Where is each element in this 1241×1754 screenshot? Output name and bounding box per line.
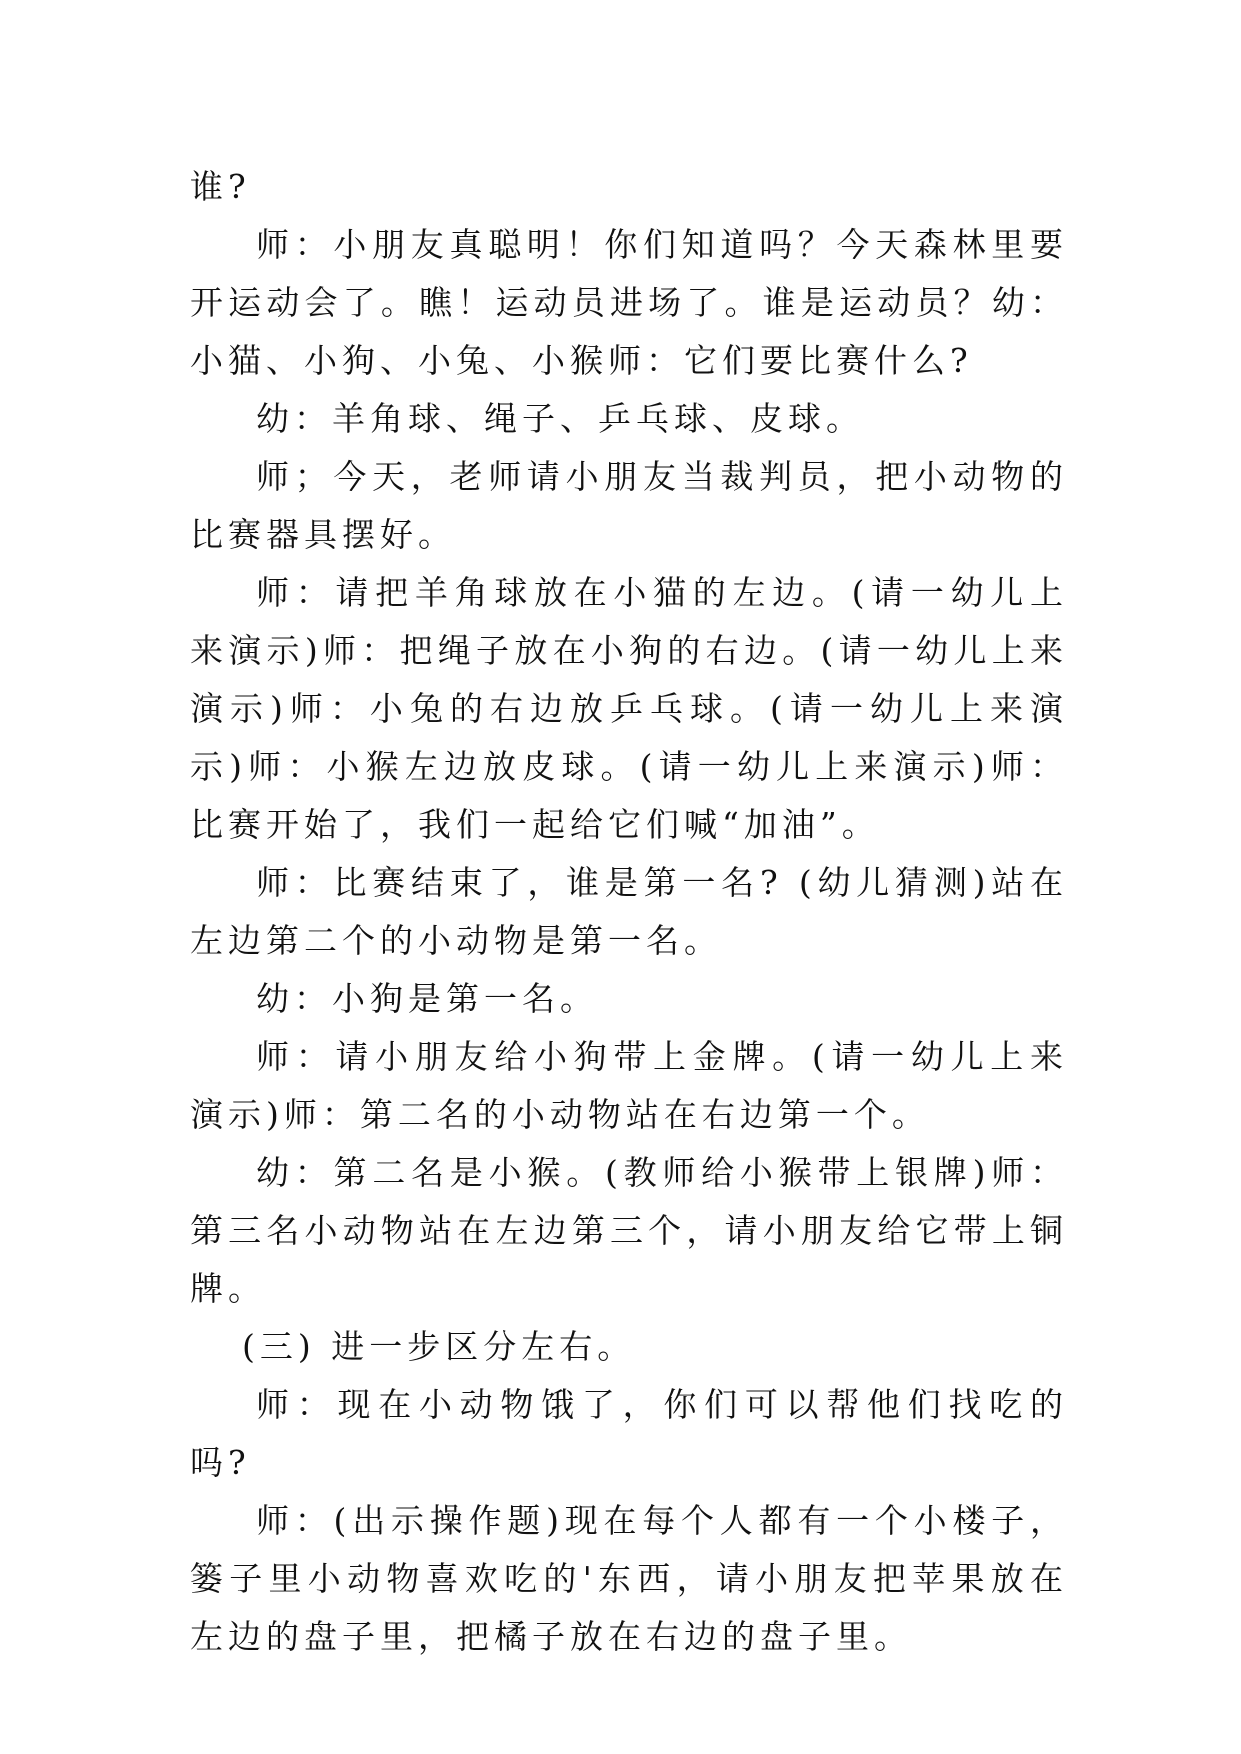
paragraph-task: 师：(出示操作题)现在每个人都有一个小楼子，篓子里小动物喜欢吃的'东西，请小朋友把苹果放在左边的盘子里，把橘子放在右边的盘子里。 xyxy=(190,1501,1068,1656)
paragraph-silver-bronze: 幼：第二名是小猴。(教师给小猴带上银牌)师：第三名小动物站在左边第三个，请小朋友给它带上铜牌。 xyxy=(190,1153,1068,1308)
paragraph-gold-medal: 师：请小朋友给小狗带上金牌。(请一幼儿上来演示)师：第二名的小动物站在右边第一个。 xyxy=(190,1037,1068,1134)
paragraph-first-place: 师：比赛结束了，谁是第一名? (幼儿猜测)站在左边第二个的小动物是第一名。 xyxy=(190,863,1068,960)
paragraph-hungry: 师：现在小动物饿了，你们可以帮他们找吃的吗? xyxy=(190,1385,1068,1482)
paragraph-continuation: 谁? xyxy=(190,167,251,206)
paragraph-equipment: 幼：羊角球、绳子、乒乓球、皮球。 xyxy=(256,399,864,438)
paragraph-sports-meet: 师：小朋友真聪明！你们知道吗？今天森林里要开运动会了。瞧！运动员进场了。谁是运动员？幼：小猫、小狗、小兔、小猴师：它们要比赛什么? xyxy=(190,225,1068,380)
paragraph-referee: 师；今天，老师请小朋友当裁判员，把小动物的比赛器具摆好。 xyxy=(190,457,1068,554)
section-heading: (三) 进一步区分左右。 xyxy=(242,1327,636,1366)
document-body xyxy=(190,158,1068,1666)
paragraph-placement: 师：请把羊角球放在小猫的左边。(请一幼儿上来演示)师：把绳子放在小狗的右边。(请一幼儿上来演示)师：小兔的右边放乒乓球。(请一幼儿上来演示)师：小猴左边放皮球。(请一幼儿上来演示)师：比赛开始了，我们一起给它们喊“加油”。 xyxy=(190,573,1068,844)
paragraph-dog-first: 幼：小狗是第一名。 xyxy=(256,979,598,1018)
